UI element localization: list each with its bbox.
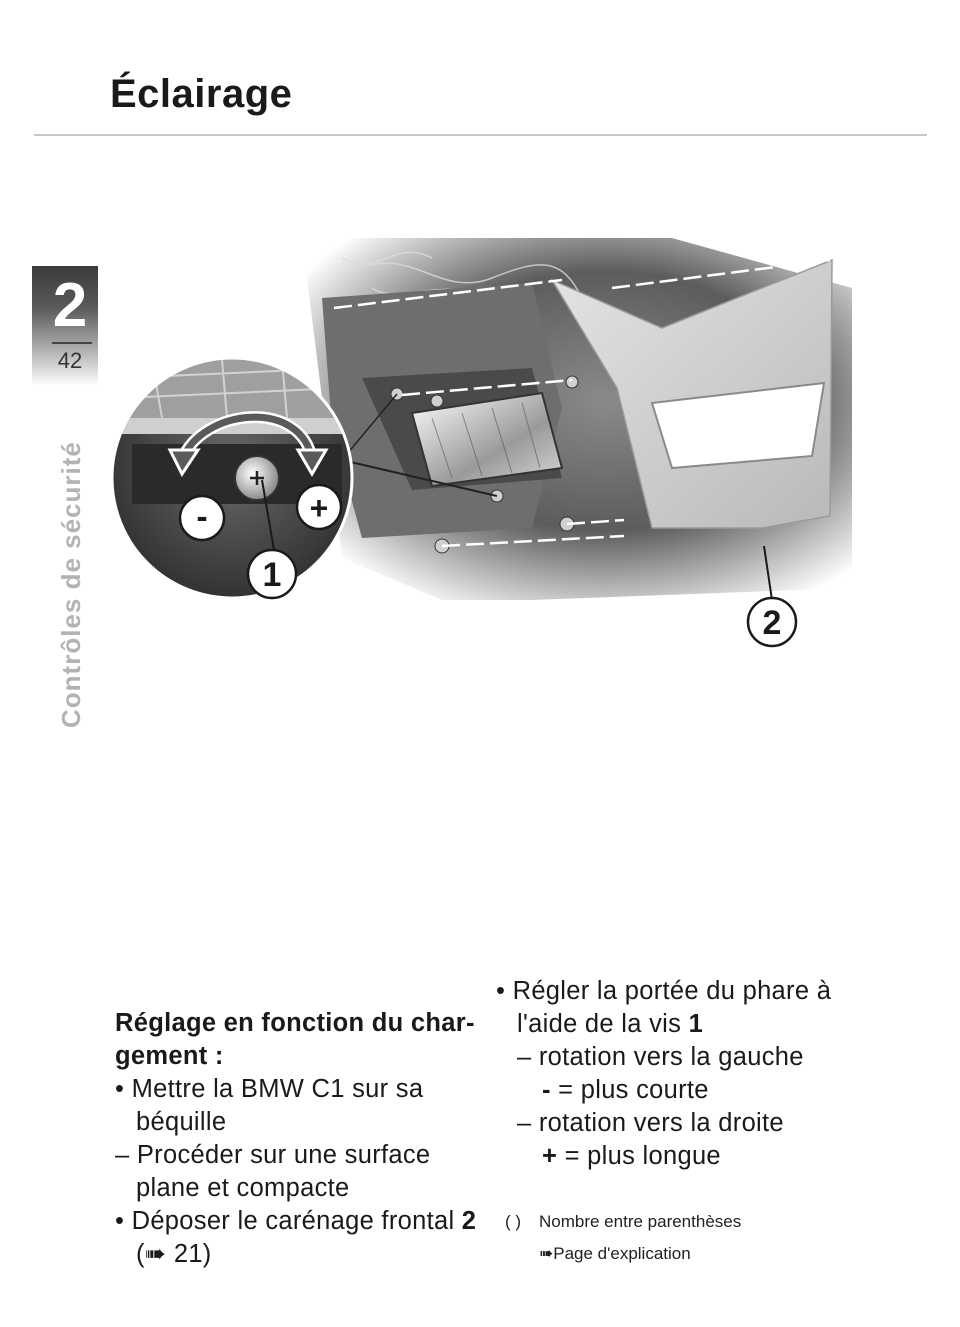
callout-2-label: 2 [762,604,782,642]
left-rotation-result-text: = plus courte [550,1076,709,1104]
adjust-step-text: l'aide de la vis [517,1010,689,1038]
adjust-step-ref: 1 [688,1010,704,1038]
step-3-ref: 2 [461,1207,477,1235]
section-heading-line2: gement : [115,1042,224,1070]
headlight-adjustment-figure [112,228,852,658]
step-2-line1: – Procéder sur une surface [115,1141,431,1169]
title-divider [34,134,927,136]
adjust-step-line1: • Régler la portée du phare à [496,977,832,1005]
page-title: Éclairage [110,72,293,116]
step-1-line1: • Mettre la BMW C1 sur sa [115,1075,424,1103]
legend-paren-symbol: ( ) [505,1212,522,1231]
section-heading-line1: Réglage en fonction du char- [115,1009,475,1037]
left-text-column [115,1007,480,1271]
right-text-column [496,975,916,1173]
step-3-text: • Déposer le carénage frontal [115,1207,462,1235]
plus-label: + [309,490,329,526]
right-rotation-result-text: = plus longue [557,1142,721,1170]
plus-sign: + [542,1142,558,1170]
chapter-divider [52,342,92,344]
callout-1-label: 1 [262,556,282,594]
minus-sign: - [542,1076,551,1104]
legend [505,1206,741,1270]
chapter-number: 2 [52,271,88,340]
step-2-line2: plane et compacte [136,1174,350,1202]
legend-paren-text: Nombre entre parenthèses [539,1212,742,1231]
left-rotation-result [496,1074,916,1107]
page-number: 42 [57,348,83,373]
legend-parentheses [505,1206,741,1238]
step-3-page-ref: (➠ 21) [136,1240,212,1268]
legend-arrow: ➠Page d'explication [539,1244,691,1263]
right-rotation-result [496,1140,916,1173]
step-1-line2: béquille [136,1108,227,1136]
minus-label: - [196,498,208,536]
adjust-step-line2 [496,1008,916,1041]
step-3-line1 [115,1205,480,1238]
right-rotation-line: – rotation vers la droite [517,1109,784,1137]
left-rotation-line: – rotation vers la gauche [517,1043,804,1071]
section-side-label: Contrôles de sécurité [56,441,86,728]
